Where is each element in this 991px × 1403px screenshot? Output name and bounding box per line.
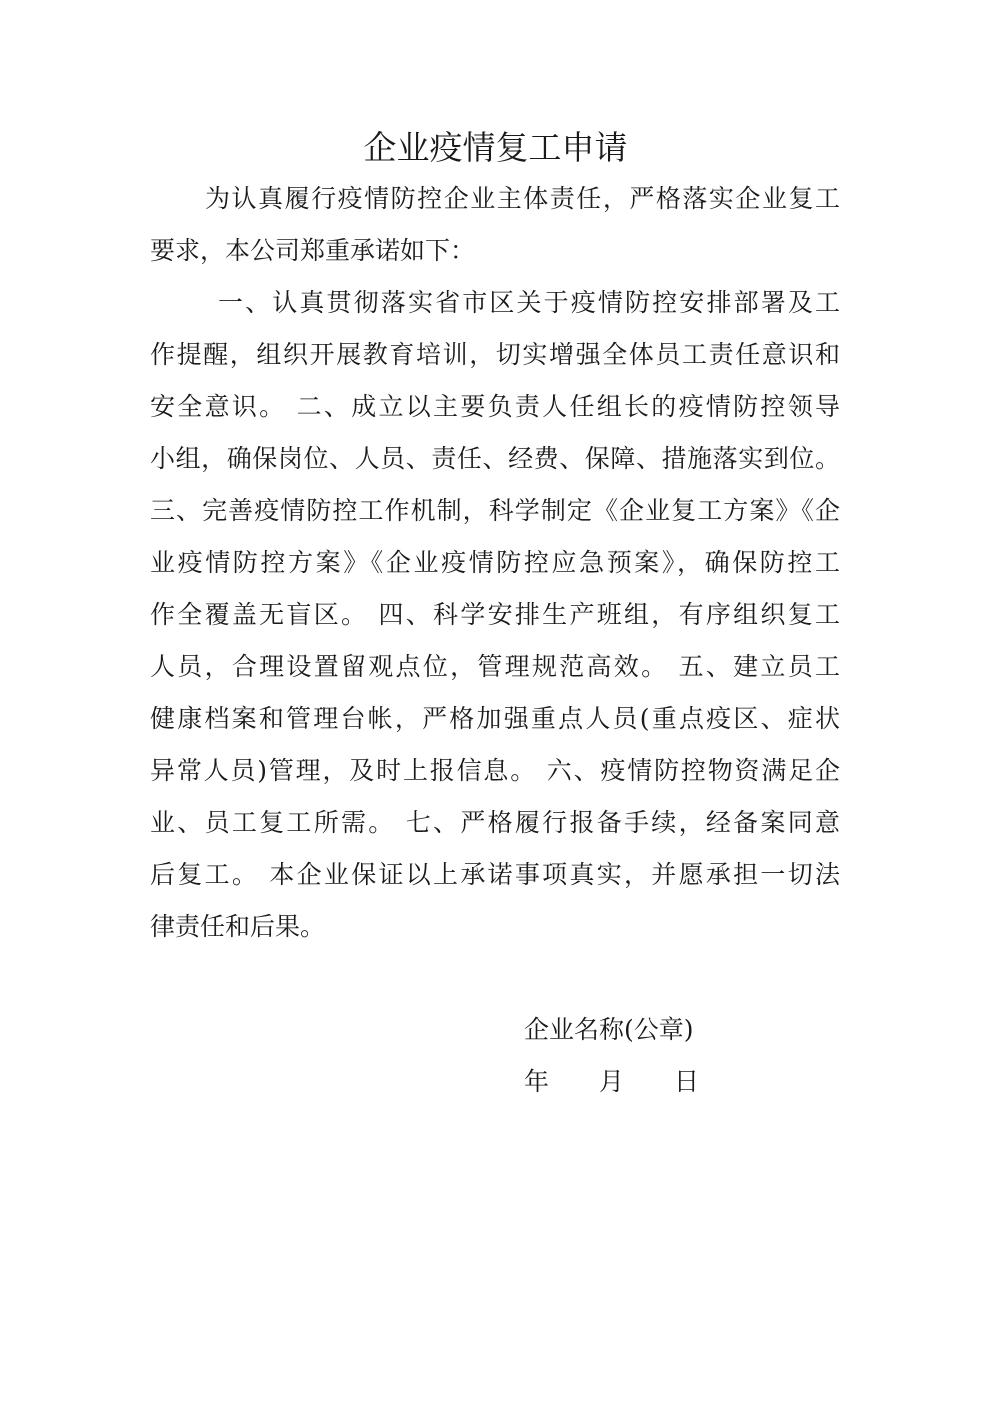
paragraph-line: 小组，确保岗位、人员、责任、经费、保障、措施落实到位。 [150, 444, 840, 473]
paragraph-line: 业、员工复工所需。 七、严格履行报备手续，经备案同意 [150, 808, 840, 837]
paragraph-line: 作提醒，组织开展教育培训，切实增强全体员工责任意识和 [150, 340, 840, 369]
paragraph-line: 人员，合理设置留观点位，管理规范高效。 五、建立员工 [150, 652, 840, 681]
paragraph-line: 三、完善疫情防控工作机制，科学制定《企业复工方案》《企 [150, 496, 840, 525]
paragraph-line: 一、认真贯彻落实省市区关于疫情防控安排部署及工 [218, 288, 840, 317]
paragraph-line: 要求，本公司郑重承诺如下： [150, 236, 476, 265]
paragraph-line: 后复工。 本企业保证以上承诺事项真实，并愿承担一切法 [150, 860, 840, 889]
paragraph-line: 健康档案和管理台帐，严格加强重点人员(重点疫区、症状 [150, 704, 840, 733]
company-seal-label: 企业名称(公章) [524, 1015, 694, 1044]
paragraph-line: 律责任和后果。 [150, 912, 326, 941]
date-label: 年 月 日 [524, 1067, 700, 1096]
document-title: 企业疫情复工申请 [363, 128, 628, 167]
paragraph-line: 作全覆盖无盲区。 四、科学安排生产班组，有序组织复工 [150, 600, 840, 629]
paragraph-line: 安全意识。 二、成立以主要负责人任组长的疫情防控领导 [150, 392, 840, 421]
paragraph-line: 为认真履行疫情防控企业主体责任，严格落实企业复工 [205, 184, 840, 213]
paragraph-line: 业疫情防控方案》《企业疫情防控应急预案》，确保防控工 [150, 548, 840, 577]
paragraph-line: 异常人员)管理，及时上报信息。 六、疫情防控物资满足企 [150, 756, 840, 785]
